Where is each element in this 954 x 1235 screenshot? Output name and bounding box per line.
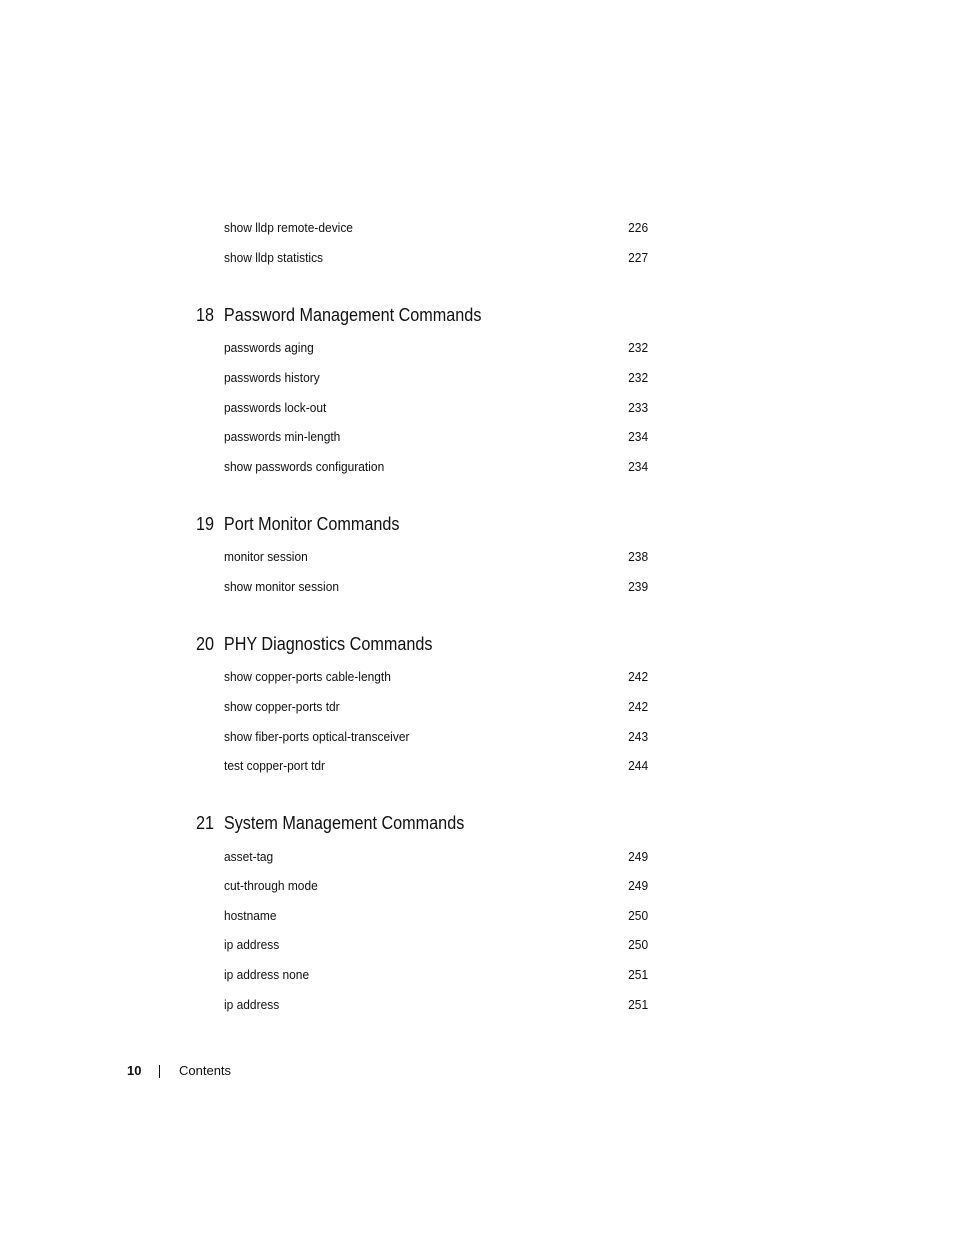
toc-entry[interactable]: [224, 936, 648, 954]
toc-entry-title: test copper-port tdr: [224, 758, 326, 773]
toc-entry-title: cut-through mode: [224, 878, 318, 893]
toc-entry-page: 234: [628, 459, 649, 474]
toc-entry[interactable]: [224, 249, 648, 267]
toc-entry[interactable]: [224, 996, 648, 1014]
toc-entry[interactable]: [224, 399, 648, 417]
toc-entry-title: ip address: [224, 997, 280, 1012]
toc-entry-page: 244: [628, 758, 649, 773]
toc-entry-page: 239: [628, 579, 649, 594]
toc-entry[interactable]: [224, 848, 648, 866]
chapter-heading[interactable]: [196, 811, 464, 835]
toc-entry[interactable]: [224, 339, 648, 357]
toc-entry[interactable]: [224, 428, 648, 446]
chapter-heading[interactable]: [196, 512, 399, 536]
chapter-number: 19: [196, 514, 215, 534]
toc-entry-title: passwords history: [224, 370, 320, 385]
toc-entry-title: passwords min-length: [224, 429, 341, 444]
chapter-number: 21: [196, 813, 215, 833]
toc-entry-page: 242: [628, 699, 649, 714]
toc-entry-page: 249: [628, 849, 649, 864]
toc-entry-title: passwords aging: [224, 340, 314, 355]
toc-entry-page: 233: [628, 400, 649, 415]
toc-entry[interactable]: [224, 668, 648, 686]
toc-entry-title: hostname: [224, 908, 277, 923]
toc-entry[interactable]: [224, 966, 648, 984]
toc-entry-title: ip address: [224, 937, 280, 952]
footer-page-number: 10: [127, 1063, 142, 1078]
chapter-title: Password Management Commands: [223, 305, 482, 325]
chapter-number: 20: [196, 634, 215, 654]
toc-entry-page: 227: [628, 250, 649, 265]
toc-entry-title: show monitor session: [224, 579, 339, 594]
chapter-title: System Management Commands: [223, 813, 465, 833]
toc-entry-page: 226: [628, 220, 649, 235]
toc-entry-page: 242: [628, 669, 649, 684]
toc-entry[interactable]: [224, 757, 648, 775]
toc-entry-page: 232: [628, 340, 649, 355]
toc-entry-page: 249: [628, 878, 649, 893]
toc-entry-page: 250: [628, 908, 649, 923]
toc-entry-title: show passwords configuration: [224, 459, 385, 474]
toc-entry-page: 250: [628, 937, 649, 952]
toc-entry[interactable]: [224, 219, 648, 237]
toc-entry-title: asset-tag: [224, 849, 274, 864]
toc-entry-page: 251: [628, 997, 649, 1012]
toc-entry-title: show copper-ports cable-length: [224, 669, 391, 684]
toc-entry-title: show fiber-ports optical-transceiver: [224, 729, 410, 744]
footer-section-label: Contents: [179, 1063, 232, 1078]
toc-entry-page: 234: [628, 429, 649, 444]
toc-entry-title: show lldp statistics: [224, 250, 324, 265]
chapter-number: 18: [196, 305, 215, 325]
chapter-heading[interactable]: [196, 303, 481, 327]
footer-divider: [159, 1065, 160, 1078]
toc-entry-title: monitor session: [224, 549, 308, 564]
chapter-heading[interactable]: [196, 632, 432, 656]
toc-entry-page: 243: [628, 729, 649, 744]
toc-entry-page: 238: [628, 549, 649, 564]
chapter-title: Port Monitor Commands: [223, 514, 400, 534]
toc-entry-title: show copper-ports tdr: [224, 699, 340, 714]
toc-entry-title: show lldp remote-device: [224, 220, 353, 235]
chapter-title: PHY Diagnostics Commands: [223, 634, 433, 654]
toc-entry[interactable]: [224, 578, 648, 596]
toc-entry[interactable]: [224, 698, 648, 716]
toc-entry[interactable]: [224, 877, 648, 895]
toc-entry[interactable]: [224, 369, 648, 387]
toc-entry[interactable]: [224, 458, 648, 476]
toc-entry[interactable]: [224, 548, 648, 566]
toc-entry-page: 232: [628, 370, 649, 385]
toc-entry-title: ip address none: [224, 967, 310, 982]
toc-entry-page: 251: [628, 967, 649, 982]
toc-entry-title: passwords lock-out: [224, 400, 327, 415]
toc-entry[interactable]: [224, 907, 648, 925]
toc-entry[interactable]: [224, 728, 648, 746]
